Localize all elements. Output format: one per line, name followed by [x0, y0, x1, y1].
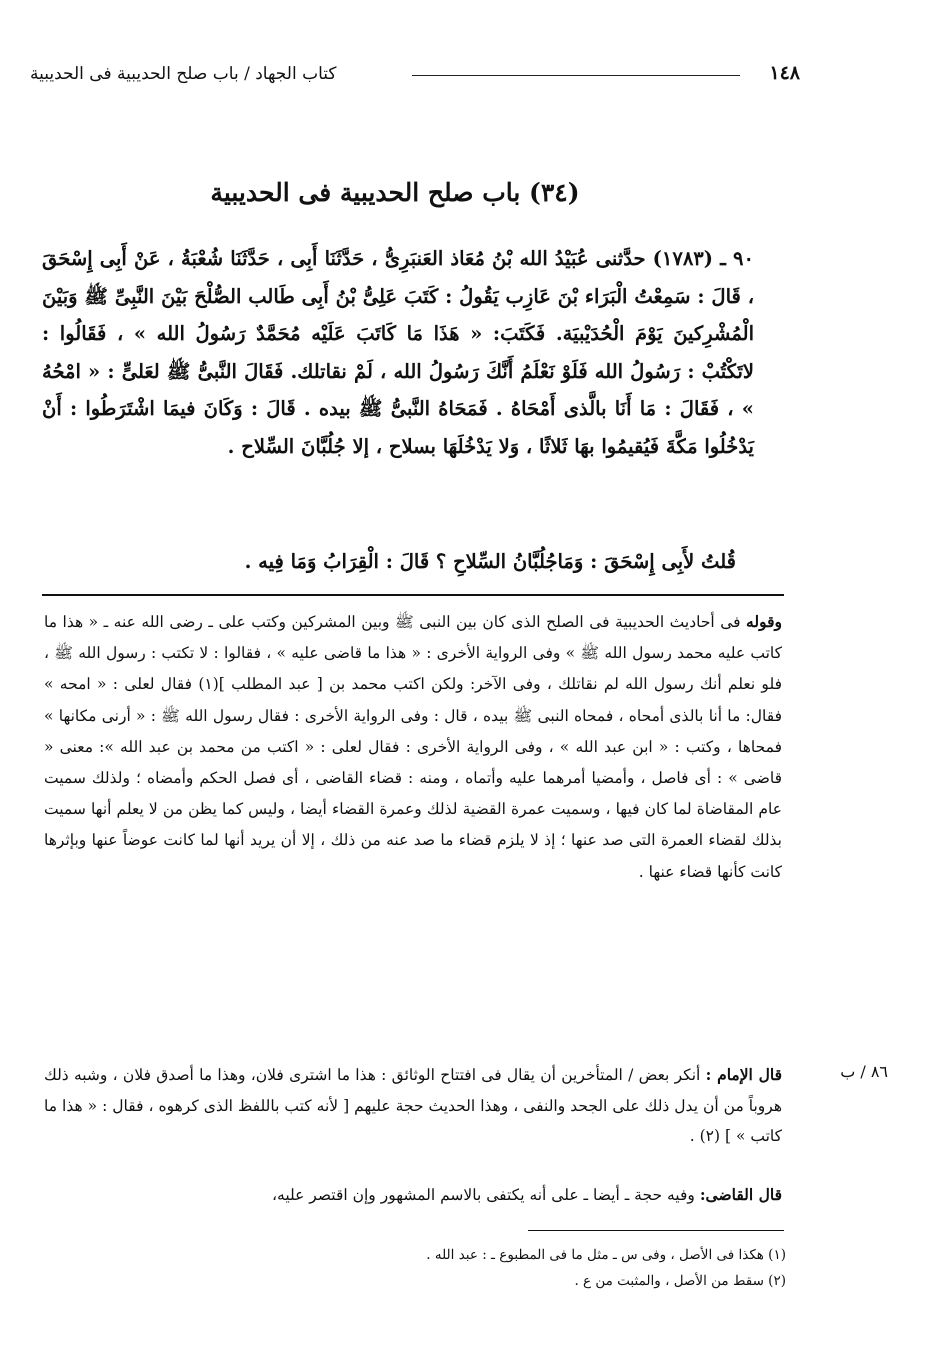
imam-lead: قال الإمام : — [705, 1065, 782, 1084]
hadith-question: قُلتُ لأَبِى إِسْحَقَ : وَمَاجُلُبَّانُ السِّلاحِ ؟ قَالَ : الْقِرَابُ وَمَا فِيه . — [244, 550, 736, 573]
commentary-lead: وقوله — [746, 612, 782, 631]
hadith-text — [42, 240, 754, 465]
chapter-title: (٣٤) باب صلح الحديبية فى الحديبية — [210, 178, 580, 207]
section-divider — [42, 594, 784, 596]
hadith-number: ٩٠ ـ (١٧٨٣) — [652, 247, 754, 270]
footnote-rule — [528, 1230, 784, 1231]
qadi-lead: قال القاضى: — [699, 1185, 782, 1204]
commentary-body: فى أحاديث الحديبية فى الصلح الذى كان بين النبى ﷺ وبين المشركين وكتب على ـ رضى الله عنه ـ « هذا ما كاتب عليه محمد رسول الله ﷺ » وفى الرواية الأخرى : « هذا ما قاضى عليه » ، فقالوا : لا تكتب : رسول الله ﷺ ، فلو نعلم أنك رسول الله لم نقاتلك ، وفى الآخر: ولكن اكتب محمد بن [ عبد المطلب ](١) فقال لعلى : « امحه » فقال: ما أنا بالذى أمحاه ، فمحاه النبى ﷺ بيده ، قال : وفى الرواية الأخرى : فقال رسول الله ﷺ : « أرنى مكانها » فمحاها ، وكتب : « ابن عبد الله » ، وفى الرواية الأخرى : فقال لعلى : « اكتب من محمد بن عبد الله »: معنى « قاضى » : أى فاصل ، وأمضيا أمرهما عليه وأتماه ، ومنه : قضاء القاضى ، أى فصل الحكم وأمضاه ؛ ولذلك سميت عام المقاضاة لما كان فيها ، وسميت عمرة القضية لذلك وعمرة القضاء أيضا ، وليس كما يظن من لا يعلم أنها سميت بذلك لقضاء العمرة التى صد عنها ؛ إذ لا يلزم قضاء ما صد عنه من ذلك ، إلا أن يريد أنها لما كانت عوضاً عنها وبإثرها كانت كأنها قضاء عنها . — [44, 613, 782, 881]
imam-body: أنكر بعض / المتأخرين أن يقال فى افتتاح الوثائق : هذا ما اشترى فلان، وهذا ما أصدق فلان ، وشبه ذلك هروباً من أن يدل ذلك على الجحد والنفى ، وهذا الحديث حجة عليهم [ لأنه كتب باللفظ الذى كرهوه ، فقال : « هذا ما كاتب » ] (٢) . — [44, 1066, 782, 1145]
qadi-paragraph — [44, 1180, 782, 1210]
footnote-2: (٢) سقط من الأصل ، والمثبت من ع . — [574, 1273, 786, 1289]
imam-paragraph — [44, 1060, 782, 1152]
header-rule — [412, 75, 740, 76]
margin-folio-reference: ٨٦ / ب — [840, 1062, 888, 1081]
hadith-body: حدَّثنى عُبَيْدُ الله بْنُ مُعَاذ العَنبَرِىُّ ، حَدَّثَنَا أَبِى ، حَدَّثَنَا شُعْبَةُ ، عَنْ أَبِى إِسْحَقَ ، قَالَ : سَمِعْتُ الْبَرَاء بْنَ عَازِب يَقُولُ : كَتَبَ عَلِىُّ بْنُ أَبِى طَالب الصُّلْحَ بَيْنَ النَّبِىِّ ﷺ وَبَيْنَ الْمُشْرِكينَ يَوْمَ الْحُدَيْبيَة. فَكَتَبَ: « هَذَا مَا كَاتَبَ عَلَيْه مُحَمَّدٌ رَسُولُ الله » ، فَقَالُوا : لاتَكْتُبْ : رَسُولُ الله فَلَوْ نَعْلَمُ أَنَّكَ رَسُولُ الله ، لَمْ نقاتلك. فَقَالَ النَّبىُّ ﷺ لعَلىٍّ : « امْحُهُ » ، فَقَالَ : مَا أَنَا بالَّذى أَمْحَاهُ . فَمَحَاهُ النَّبىُّ ﷺ بيده . قَالَ : وَكَانَ فيمَا اشْتَرَطُوا : أَنْ يَدْخُلُوا مَكَّةَ فَيُقيمُوا بهَا ثَلاثًا ، وَلا يَدْخُلَهَا بسلاح ، إلا جُلُبَّانَ السِّلاح . — [42, 247, 754, 458]
footnote-1: (١) هكذا فى الأصل ، وفى س ـ مثل ما فى المطبوع ـ : عبد الله . — [426, 1247, 786, 1263]
page-number: ١٤٨ — [769, 62, 800, 84]
footnotes — [300, 1242, 786, 1294]
qadi-body: وفيه حجة ـ أيضا ـ على أنه يكتفى بالاسم المشهور وإن اقتصر عليه، — [272, 1186, 695, 1204]
commentary-paragraph — [44, 606, 782, 888]
running-title: كتاب الجهاد / باب صلح الحديبية فى الحديبية — [30, 64, 337, 84]
running-header — [30, 62, 800, 94]
